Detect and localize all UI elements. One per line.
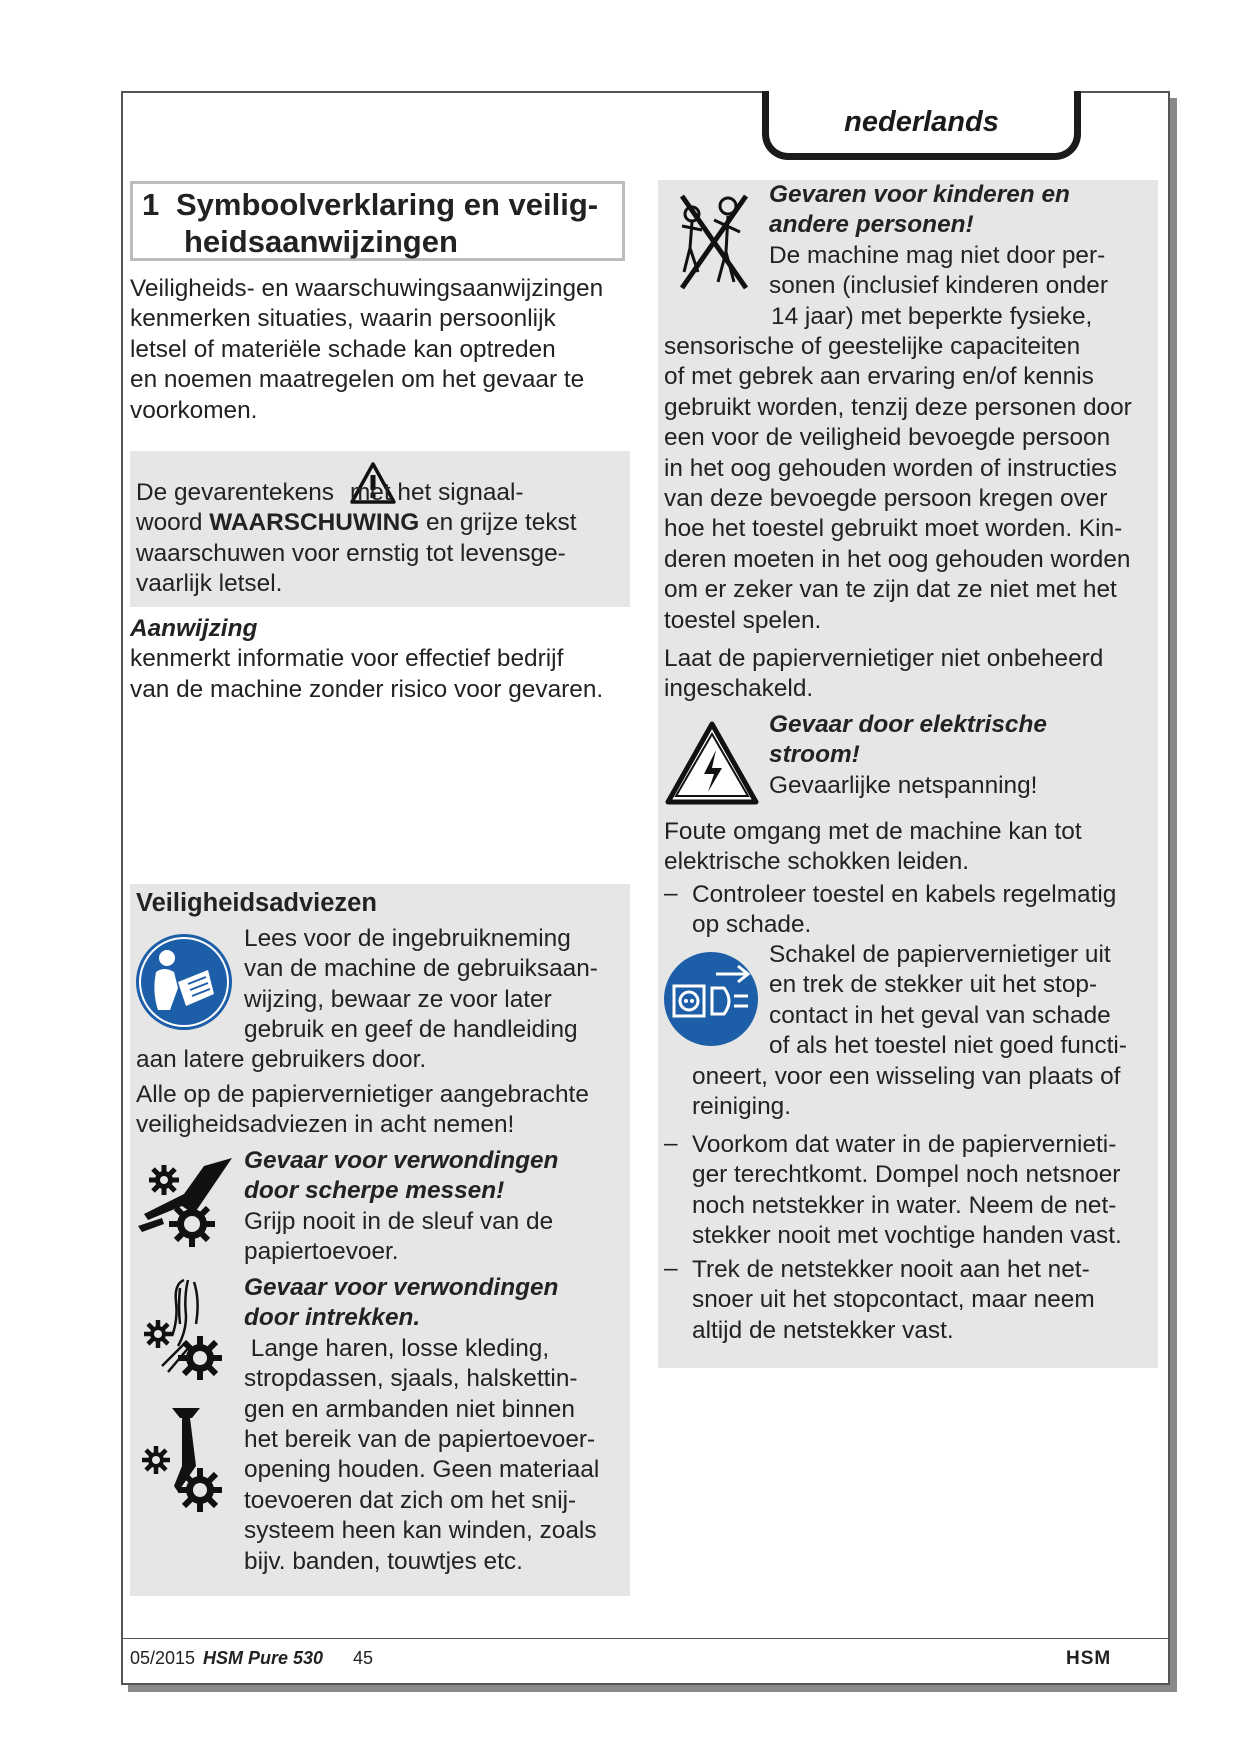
language-label: nederlands [844,105,999,138]
bullet-dash: – [664,1130,678,1157]
knives-text-line: Grijp nooit in de sleuf van de [244,1207,554,1235]
electric-subtitle: Gevaarlijke netspanning! [769,771,1038,799]
electric-warning [769,710,1047,801]
children-text-line: om er zeker van te zijn dat ze niet met het [664,576,1117,604]
footer-model: HSM Pure 530 [203,1648,324,1668]
warning-text [136,478,626,600]
intro-line: en noemen maatregelen om het gevaar te [130,366,585,394]
note-line: kenmerkt informatie voor effectief bedrijf [130,645,564,673]
intake-text-line: bijv. banden, touwtjes etc. [244,1547,523,1575]
intake-text-line: toevoeren dat zich om het snij- [244,1486,577,1514]
observe-line: veiligheidsadviezen in acht nemen! [136,1111,515,1139]
children-text-line: in het oog gehouden worden of instructies [664,454,1117,482]
manual-line: gebruik en geef de handleiding [244,1016,578,1044]
manual-line: aan latere gebruikers door. [136,1046,427,1073]
unplug-text [769,940,1127,1062]
manual-line: wijzing, bewaar ze voor later [244,985,552,1013]
unattended-line: Laat de papiervernietiger niet onbeheerd [664,645,1104,672]
tie-intake-hazard-icon [138,1406,232,1516]
unplug-line: contact in het geval van schade [769,1001,1111,1029]
safety-box [130,884,630,1596]
section-heading [130,181,625,261]
bullet-water [692,1130,1122,1252]
footer-rule [121,1638,1168,1639]
children-text [664,332,1132,636]
bullet-line: snoer uit het stopcontact, maar neem [692,1286,1095,1314]
warning-line1-start: De gevarentekens [136,479,334,506]
section-number: 1 [142,187,160,222]
bullet-line: ger terechtkomt. Dompel noch netsnoer [692,1161,1121,1189]
hair-intake-hazard-icon [138,1276,232,1380]
electric-hazard-icon [664,720,760,806]
children-text-line: 14 jaar) met beperkte fysieke, [771,302,1093,330]
note-block [130,614,630,705]
intro-line: voorkomen. [130,396,258,424]
intake-title-line: door intrekken. [244,1304,421,1332]
bullet-line: noch netstekker in water. Neem de net- [692,1191,1117,1219]
intro-line: letsel of materiële schade kan optreden [130,335,556,363]
intake-text-line: opening houden. Geen materiaal [244,1456,600,1484]
section-title-line2: heidsaanwijzingen [184,224,458,259]
manual-text-indented [244,924,598,1046]
bullet-line: Voorkom dat water in de papiervernieti- [692,1131,1117,1158]
children-text-line: toestel spelen. [664,606,822,634]
unplug-line: reiniging. [692,1093,791,1121]
children-text-line: van deze bevoegde persoon kregen over [664,485,1108,513]
bullet-line: Controleer toestel en kabels regelmatig [692,881,1117,908]
intake-text-line: het bereik van de papiertoevoer- [244,1426,596,1454]
unplug-icon [662,950,760,1048]
footer-date: 05/2015 [130,1648,196,1668]
electric-title-line: stroom! [769,741,860,769]
bullet-line: altijd de netstekker vast. [692,1316,954,1344]
children-title-line: andere personen! [769,211,974,239]
intro-line: Veiligheids- en waarschuwingsaanwijzingen [130,275,604,302]
observe-line: Alle op de papiervernietiger aangebrachte [136,1081,589,1108]
unplug-line: of als het toestel niet goed functi- [769,1032,1127,1060]
unplug-line: Schakel de papiervernietiger uit [769,941,1111,968]
unplug-text-cont [692,1062,1120,1123]
intro-paragraph [130,274,630,426]
electric-text [664,817,1082,878]
unattended-line: ingeschakeld. [664,675,814,703]
intake-warning [244,1273,599,1577]
children-text-line: sensorische of geestelijke capaciteiten [664,333,1081,360]
footer-brand-logo: HSM [1066,1648,1112,1669]
bullet-dash: – [664,1255,678,1282]
bullet-line: op schade. [692,911,812,939]
bullet-dash: – [664,880,678,907]
intake-text-line: stropdassen, sjaals, halskettin- [244,1365,578,1393]
unplug-line: oneert, voor een wisseling van plaats of [692,1063,1121,1090]
children-text-line: De machine mag niet door per- [769,241,1106,269]
signal-word: WAARSCHUWING [209,509,420,537]
bullet-line: stekker nooit met vochtige handen vast. [692,1222,1122,1250]
footer-page-number: 45 [353,1648,374,1668]
right-column-box [658,180,1158,1368]
children-text-line: deren moeten in het oog gehouden worden [664,545,1131,573]
warning-line1-end: met het signaal- [349,479,524,506]
note-line: van de machine zonder risico voor gevaren. [130,675,604,703]
manual-line: van de machine de gebruiksaan- [244,955,598,983]
unattended-text [664,644,1103,705]
warning-line4: vaarlijk letsel. [136,570,283,598]
intake-title-line: Gevaar voor verwondingen [244,1274,559,1301]
bullet-line: Trek de netstekker nooit aan het net- [692,1256,1090,1283]
children-text-line: een voor de veiligheid bevoegde persoon [664,424,1111,452]
knives-warning [244,1146,558,1268]
safety-heading: Veiligheidsadviezen [136,889,377,917]
warning-line2-end: en grijze tekst [419,509,577,537]
knives-title-line: door scherpe messen! [244,1177,505,1205]
children-title-line: Gevaren voor kinderen en [769,181,1070,208]
observe-text [136,1080,589,1141]
knives-text-line: papiertoevoer. [244,1238,399,1266]
sharp-knives-hazard-icon [134,1154,234,1250]
children-text-line: hoe het toestel gebruikt moet worden. Kin- [664,515,1123,543]
intake-text-line: systeem heen kan winden, zoals [244,1517,597,1545]
electric-text-line: Foute omgang met de machine kan tot [664,818,1082,845]
intake-text-line: gen en armbanden niet binnen [244,1395,575,1423]
note-title: Aanwijzing [130,615,258,642]
manual-line: Lees voor de ingebruikneming [244,925,571,952]
children-text-line: sonen (inclusief kinderen onder [769,272,1108,300]
warning-line2-start: woord [136,509,210,537]
section-title-line1: Symboolverklaring en veilig- [176,187,599,222]
intro-line: kenmerken situaties, waarin persoonlijk [130,305,556,333]
warning-box [130,451,630,607]
bullet-check-cables [692,880,1116,941]
electric-text-line: elektrische schokken leiden. [664,848,970,876]
unplug-line: en trek de stekker uit het stop- [769,971,1098,999]
children-text-line: gebruikt worden, tenzij deze personen door [664,393,1132,421]
warning-line3: waarschuwen voor ernstig tot levensge- [136,539,566,567]
bullet-plug [692,1255,1095,1346]
knives-title-line: Gevaar voor verwondingen [244,1147,559,1174]
children-text-line: of met gebrek aan ervaring en/of kennis [664,363,1094,391]
intake-text-line: Lange haren, losse kleding, [244,1334,550,1362]
language-tab [762,91,1081,160]
read-manual-icon [134,932,234,1032]
no-children-icon [670,192,754,292]
electric-title-line: Gevaar door elektrische [769,711,1047,738]
children-warning [769,180,1108,332]
